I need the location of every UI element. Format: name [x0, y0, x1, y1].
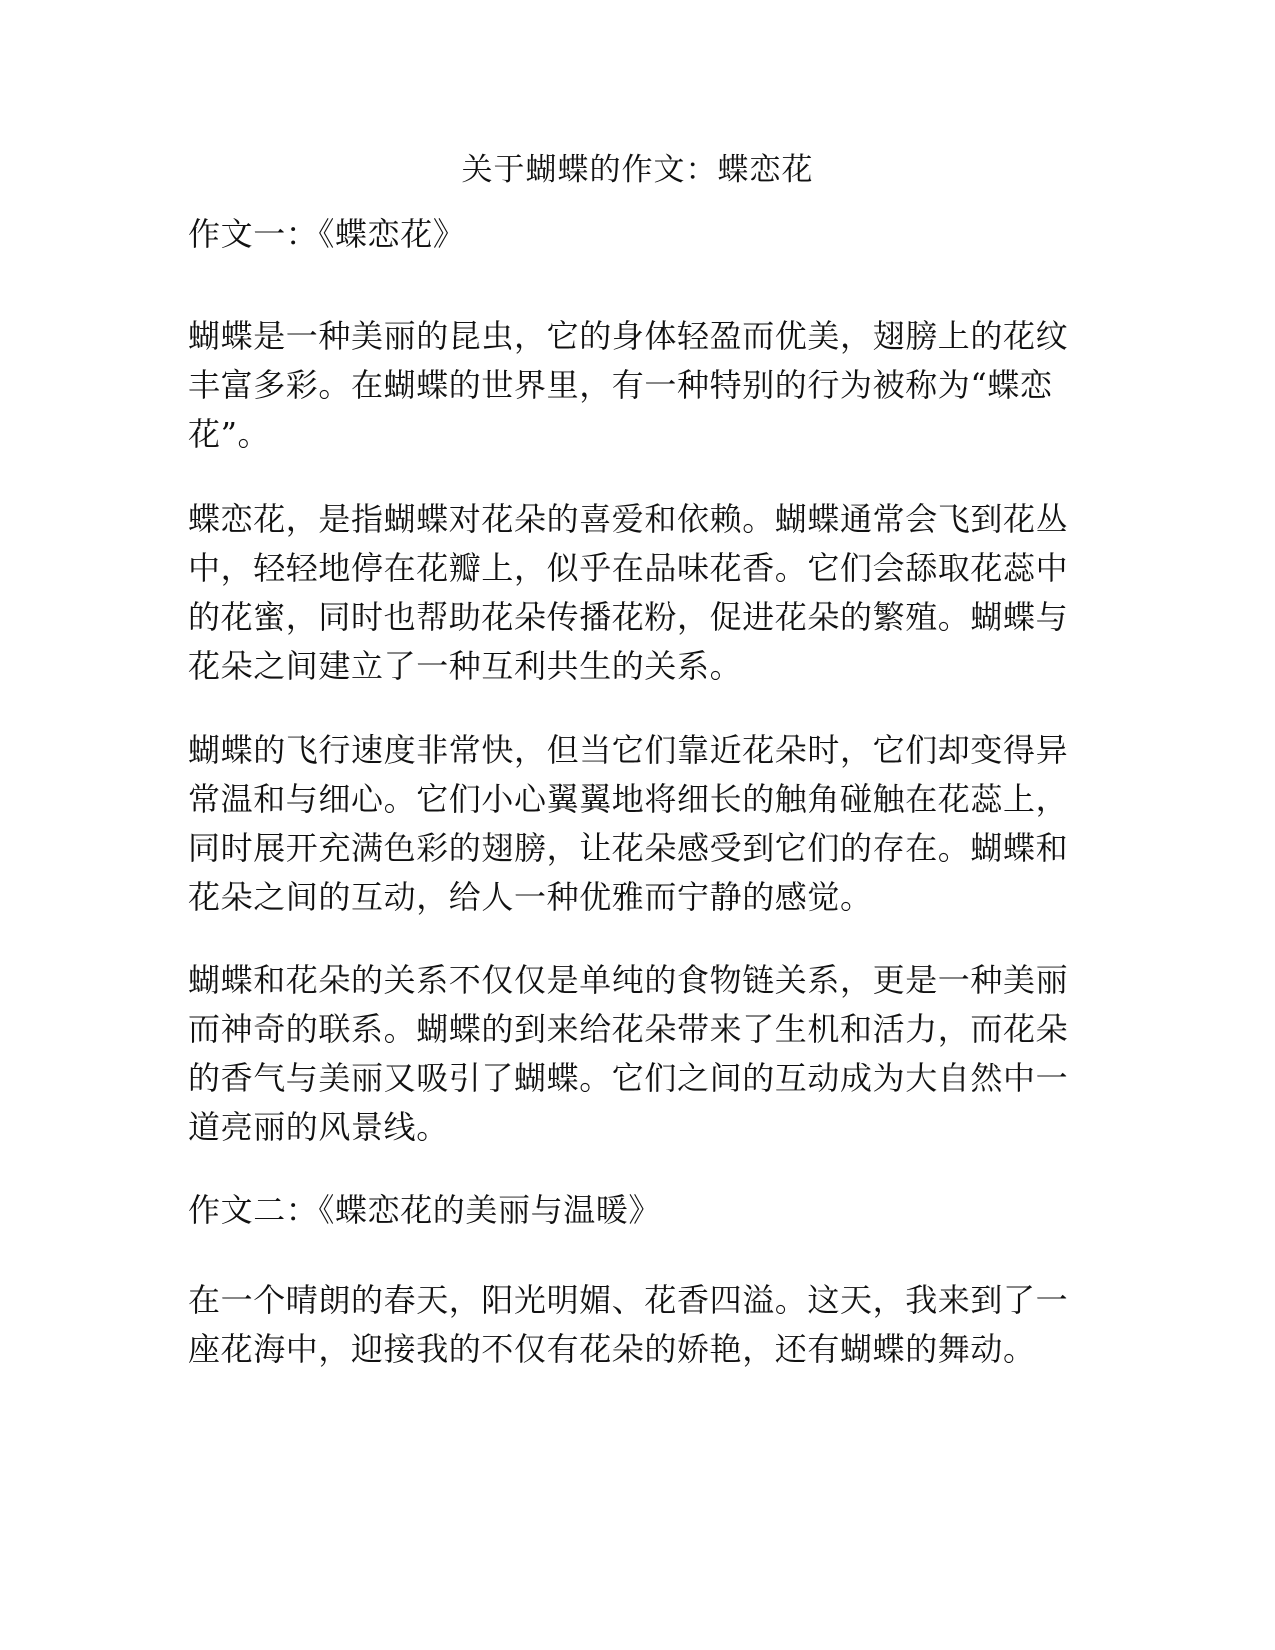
essay2-paragraph-1: 在一个晴朗的春天，阳光明媚、花香四溢。这天，我来到了一座花海中，迎接我的不仅有花朵的娇艳，还有蝴蝶的舞动。 — [188, 1281, 1069, 1368]
essay1-heading: 作文一：《蝶恋花》 — [188, 215, 466, 253]
essay2-heading: 作文二：《蝶恋花的美丽与温暖》 — [188, 1191, 662, 1229]
essay1-paragraph-4: 蝴蝶和花朵的关系不仅仅是单纯的食物链关系，更是一种美丽而神奇的联系。蝴蝶的到来给花朵带来了生机和活力，而花朵的香气与美丽又吸引了蝴蝶。它们之间的互动成为大自然中一道亮丽的风景线。 — [188, 961, 1069, 1146]
document-title: 关于蝴蝶的作文：蝶恋花 — [461, 152, 814, 188]
essay1-paragraph-3: 蝴蝶的飞行速度非常快，但当它们靠近花朵时，它们却变得异常温和与细心。它们小心翼翼地将细长的触角碰触在花蕊上，同时展开充满色彩的翅膀，让花朵感受到它们的存在。蝴蝶和花朵之间的互动，给人一种优雅而宁静的感觉。 — [188, 731, 1069, 916]
essay1-paragraph-2: 蝶恋花，是指蝴蝶对花朵的喜爱和依赖。蝴蝶通常会飞到花丛中，轻轻地停在花瓣上，似乎在品味花香。它们会舔取花蕊中的花蜜，同时也帮助花朵传播花粉，促进花朵的繁殖。蝴蝶与花朵之间建立了一种互利共生的关系。 — [188, 500, 1069, 685]
essay1-paragraph-1: 蝴蝶是一种美丽的昆虫，它的身体轻盈而优美，翅膀上的花纹丰富多彩。在蝴蝶的世界里，有一种特别的行为被称为“蝶恋花”。 — [188, 317, 1069, 453]
